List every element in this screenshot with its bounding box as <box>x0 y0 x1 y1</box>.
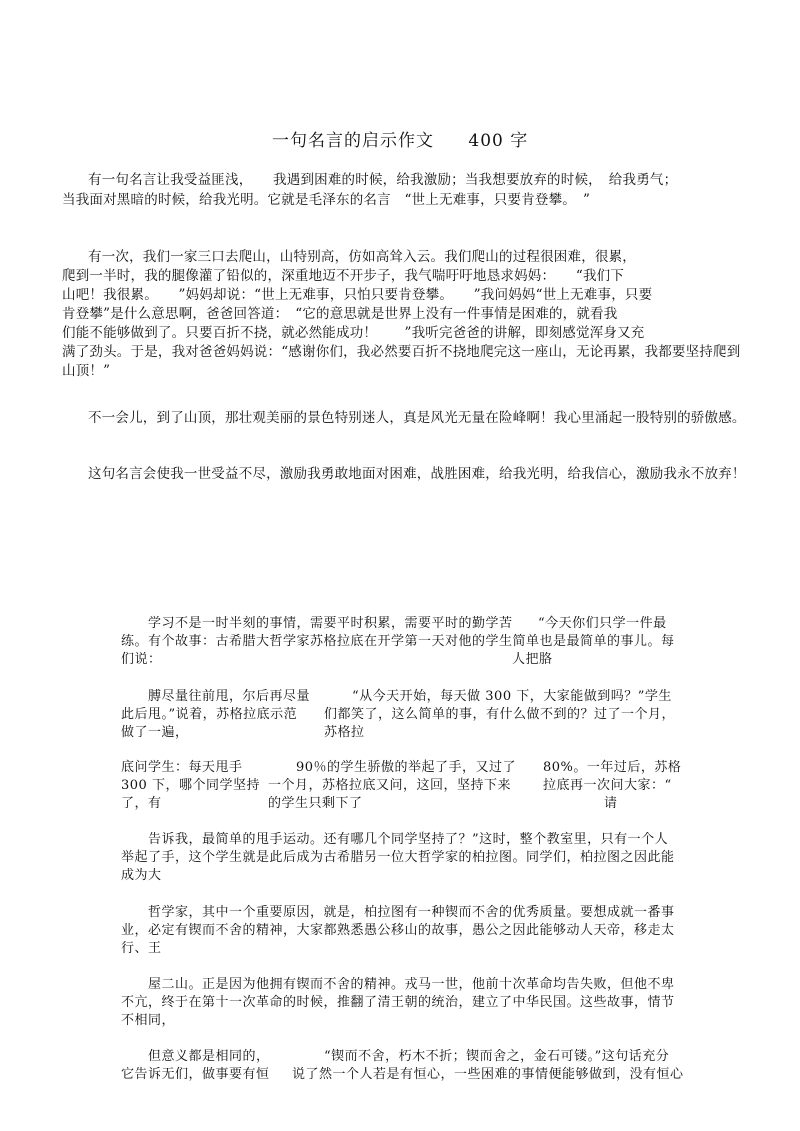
block-6-line-3: 不相同， <box>121 1013 176 1028</box>
block-3-col-c-line-1: 80%。一年过后，苏格 <box>543 760 682 775</box>
block-3-col-b-line-2: 一个月，苏格拉底又问，这回，坚持下来 <box>268 778 512 793</box>
block-6-line-2: 不亢，终于在第十一次革命的时候，推翻了清王朝的统治，建立了中华民国。这些故事，情节 <box>121 995 675 1010</box>
block-4-line-2: 举起了手，这个学生就是此后成为古希腊另一位大哲学家的柏拉图。同学们，柏拉图之因此能 <box>121 850 675 865</box>
paragraph-2-line-5: 们能不能够做到了。只要百折不挠，就必然能成功！ ”我听完爸爸的讲解，即刻感觉浑身又充 <box>62 325 645 341</box>
block-7-col-a-line-1: 但意义都是相同的， <box>148 1049 270 1064</box>
block-7-col-b-line-1: “锲而不舍，朽木不折；锲而舍之，金石可镂。”这句话充分 <box>324 1049 670 1064</box>
block-1-line-3: 们说： <box>121 652 162 667</box>
paragraph-1-line-2: 当我面对黑暗的时候，给我光明。它就是毛泽东的名言 “世上无难事，只要肯登攀。 ” <box>62 192 591 208</box>
block-3-col-c-line-2: 拉底再一次问大家：“ <box>543 778 672 793</box>
block-2-col-a-line-1: 膊尽量往前甩，尔后再尽量 <box>148 689 311 704</box>
block-2-col-a-line-2: 此后甩。”说着，苏格拉底示范 <box>121 707 298 722</box>
block-1-line-1: 学习不是一时半刻的事情，需要平时积累，需要平时的勤学苦 <box>148 616 513 631</box>
document-title <box>272 126 528 151</box>
block-3-col-a-line-2: 300 下，哪个同学坚持 <box>121 778 260 793</box>
block-3-col-b-line-1: 90％的学生骄傲的举起了手，又过了 <box>296 760 517 775</box>
block-5-line-1: 哲学家，其中一个重要原因，就是，柏拉图有一种锲而不舍的优秀质量。要想成就一番事 <box>148 905 675 920</box>
block-5-line-2: 业，必定有锲而不舍的精神，大家都熟悉愚公移山的故事，愚公之因此能够动人天帝，移走太 <box>121 923 675 938</box>
block-3-col-b-line-3: 的学生只剩下了 <box>268 796 363 811</box>
title-text: 一句名言的启示作文 <box>272 131 434 151</box>
paragraph-2-line-2: 爬到一半时，我的腿像灌了铅似的，深重地迈不开步子，我气喘吁吁地恳求妈妈： “我们下 <box>62 268 625 284</box>
paragraph-3: 不一会儿，到了山顶，那壮观美丽的景色特别迷人，真是风光无量在险峰啊！我心里涌起一股特别的骄傲感。 <box>88 410 746 426</box>
block-2-col-b-line-2: 们都笑了，这么简单的事，有什么做不到的？过了一个月， <box>324 707 676 722</box>
block-3-col-a-line-3: 了，有 <box>121 796 162 811</box>
paragraph-2-line-3: 山吧！我很累。 ”妈妈却说：“世上无难事，只怕只要肯登攀。 ”我问妈妈“世上无难事，只要 <box>62 287 653 303</box>
block-1-line-1-quote: “今天你们只学一件最 <box>538 616 667 631</box>
paragraph-4: 这句名言会使我一世受益不尽，激励我勇敢地面对困难，战胜困难，给我光明，给我信心，激励我永不放弃！ <box>88 466 746 482</box>
block-5-line-3: 行、王 <box>121 941 162 956</box>
block-4-line-1: 告诉我，最简单的甩手运动。还有哪几个同学坚持了？”这时，整个教室里，只有一个人 <box>148 832 669 847</box>
block-2-col-b-line-1: “从今天开始，每天做 300 下，大家能做到吗？”学生 <box>352 689 672 704</box>
paragraph-2-line-6: 满了劲头。于是，我对爸爸妈妈说：“感谢你们，我必然要百折不挠地爬完这一座山，无论再累，我都要坚持爬到 <box>62 344 741 360</box>
block-1-line-2: 练。有个故事：古希腊大哲学家苏格拉底在开学第一天对他的学生简单也是最简单的事儿。每 <box>121 634 675 649</box>
block-1-line-3-right: 人把胳 <box>512 652 553 667</box>
paragraph-2-line-4: 肯登攀”是什么意思啊，爸爸回答道： “它的意思就是世界上没有一件事情是困难的，就看我 <box>62 306 618 322</box>
title-word-count: 400 字 <box>468 131 529 151</box>
block-2-col-a-line-3: 做了一遍， <box>121 725 189 740</box>
block-7-col-b-line-2: 说了然一个人若是有恒心，一些困难的事情便能够做到，没有恒心 <box>292 1067 684 1082</box>
block-3-col-c-line-3: 请 <box>604 796 618 811</box>
block-7-col-a-line-2: 它告诉无们，做事要有恒 <box>121 1067 270 1082</box>
paragraph-2-line-1: 有一次，我们一家三口去爬山，山特别高，仿如高耸入云。我们爬山的过程很困难，很累， <box>88 249 636 265</box>
block-3-col-a-line-1: 底问学生：每天甩手 <box>121 760 243 775</box>
block-2-col-b-line-3: 苏格拉 <box>324 725 365 740</box>
paragraph-2-line-7: 山顶！” <box>62 363 111 379</box>
block-6-line-1: 屋二山。正是因为他拥有锲而不舍的精神。戎马一世，他前十次革命均告失败，但他不卑 <box>148 977 675 992</box>
paragraph-1-line-1: 有一句名言让我受益匪浅， 我遇到困难的时候，给我激励；当我想要放弃的时候， 给我勇气； <box>88 172 678 188</box>
block-4-line-3: 成为大 <box>121 868 162 883</box>
